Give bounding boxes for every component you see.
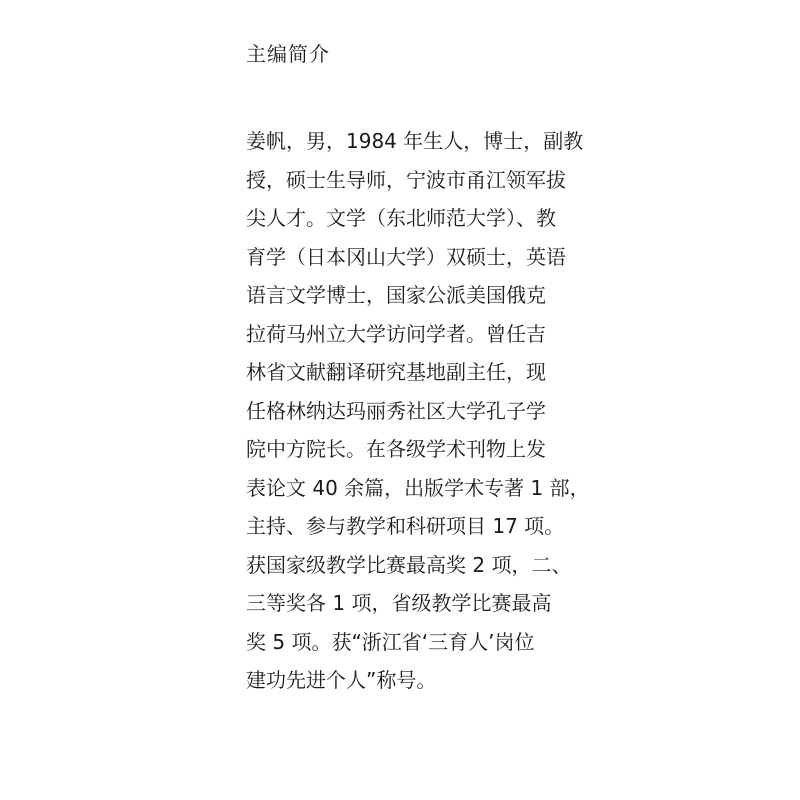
bio-line: 任格林纳达玛丽秀社区大学孔子学 (246, 398, 546, 423)
bio-line: 奖 5 项。获“浙江省‘三育人’岗位 (246, 629, 535, 654)
bio-line: 建功先进个人”称号。 (246, 668, 437, 692)
editor-bio (246, 122, 590, 700)
bio-line: 育学（日本冈山大学）双硕士，英语 (246, 244, 566, 269)
bio-line: 表论文 40 余篇，出版学术专著 1 部， (246, 475, 590, 500)
bio-line: 主持、参与教学和科研项目 17 项。 (246, 514, 565, 538)
section-title: 主编简介 (246, 42, 330, 66)
bio-line: 授，硕士生导师，宁波市甬江领军拔 (246, 167, 566, 192)
bio-line: 语言文学博士，国家公派美国俄克 (246, 283, 546, 307)
bio-line: 姜帆，男，1984 年生人，博士，副教 (246, 129, 584, 153)
bio-line: 院中方院长。在各级学术刊物上发 (246, 437, 546, 461)
bio-line: 拉荷马州立大学访问学者。曾任吉 (246, 321, 546, 346)
bio-line: 林省文献翻译研究基地副主任，现 (246, 360, 546, 384)
bio-line: 三等奖各 1 项，省级教学比赛最高 (246, 591, 552, 615)
bio-line: 尖人才。文学（东北师范大学）、教 (246, 206, 556, 230)
bio-line: 获国家级教学比赛最高奖 2 项，二、 (246, 552, 572, 577)
